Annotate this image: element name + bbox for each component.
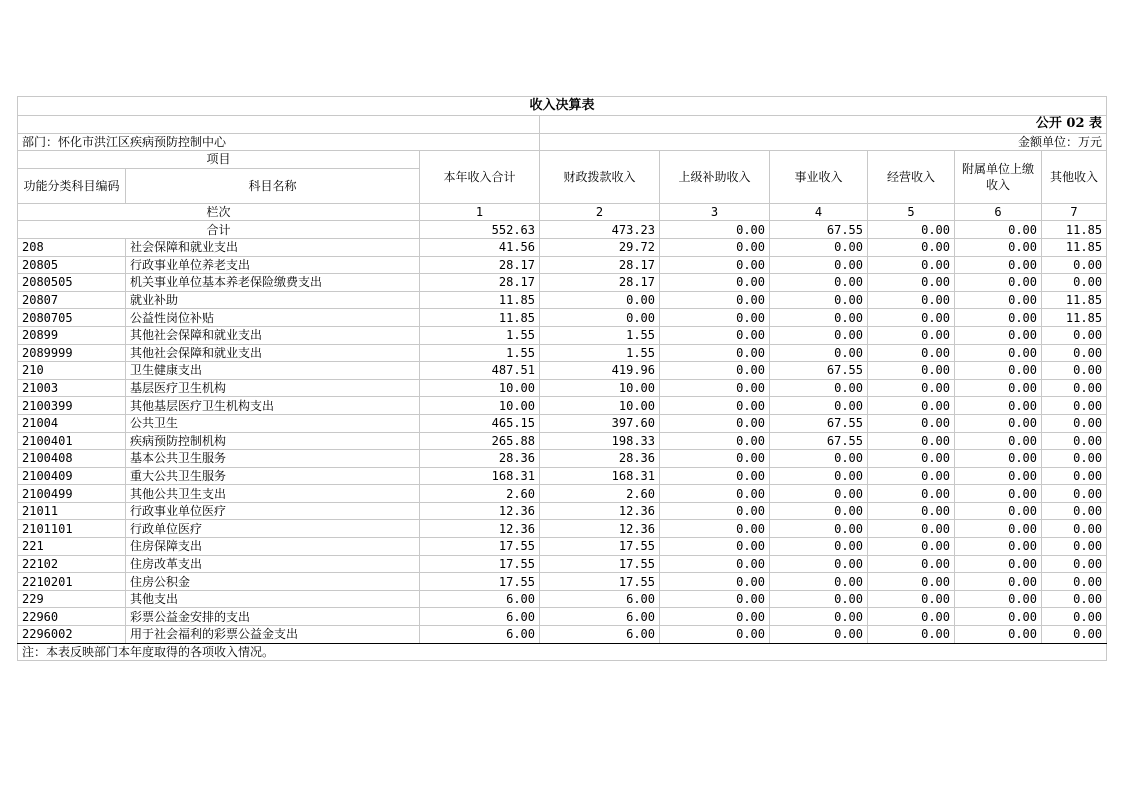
row-value: 17.55 (420, 573, 540, 591)
row-code: 2296002 (18, 626, 126, 644)
row-code: 21011 (18, 502, 126, 520)
row-value: 487.51 (420, 362, 540, 380)
row-name: 基层医疗卫生机构 (126, 379, 420, 397)
row-value: 10.00 (540, 397, 660, 415)
meta-row (18, 133, 1107, 151)
row-value: 0.00 (1042, 274, 1107, 292)
table-row (18, 274, 1107, 292)
row-value: 0.00 (660, 397, 770, 415)
row-value: 2.60 (420, 485, 540, 503)
row-code: 22960 (18, 608, 126, 626)
row-value: 0.00 (868, 362, 955, 380)
row-value: 0.00 (868, 432, 955, 450)
row-value: 0.00 (660, 414, 770, 432)
row-value: 0.00 (1042, 502, 1107, 520)
table-row (18, 379, 1107, 397)
row-value: 0.00 (770, 274, 868, 292)
row-value: 11.85 (420, 309, 540, 327)
row-value: 0.00 (1042, 432, 1107, 450)
row-value: 28.36 (540, 450, 660, 468)
column-index: 4 (770, 203, 868, 221)
row-value: 0.00 (868, 573, 955, 591)
table-row (18, 309, 1107, 327)
form-number: 公开 02 表 (540, 116, 1107, 134)
header-fiscal: 财政拨款收入 (540, 151, 660, 204)
row-name: 基本公共卫生服务 (126, 450, 420, 468)
row-value: 0.00 (868, 626, 955, 644)
table-row (18, 467, 1107, 485)
table-row (18, 485, 1107, 503)
row-code: 2100401 (18, 432, 126, 450)
row-value: 17.55 (540, 573, 660, 591)
column-index: 7 (1042, 203, 1107, 221)
row-value: 6.00 (420, 626, 540, 644)
total-value: 0.00 (660, 221, 770, 239)
table-row (18, 397, 1107, 415)
row-value: 0.00 (770, 450, 868, 468)
row-value: 0.00 (1042, 555, 1107, 573)
row-name: 公共卫生 (126, 414, 420, 432)
header-item: 项目 (18, 151, 420, 169)
row-value: 12.36 (540, 502, 660, 520)
row-value: 11.85 (1042, 309, 1107, 327)
row-value: 0.00 (770, 309, 868, 327)
row-value: 12.36 (420, 502, 540, 520)
row-value: 0.00 (770, 626, 868, 644)
row-value: 0.00 (770, 379, 868, 397)
row-value: 67.55 (770, 432, 868, 450)
header-row-1 (18, 151, 1107, 169)
row-value: 0.00 (868, 397, 955, 415)
row-value: 0.00 (770, 485, 868, 503)
table-row (18, 520, 1107, 538)
row-value: 0.00 (868, 291, 955, 309)
row-value: 0.00 (1042, 326, 1107, 344)
row-value: 28.17 (420, 256, 540, 274)
row-code: 2210201 (18, 573, 126, 591)
row-value: 0.00 (955, 432, 1042, 450)
table-row (18, 450, 1107, 468)
row-name: 机关事业单位基本养老保险缴费支出 (126, 274, 420, 292)
column-index: 6 (955, 203, 1042, 221)
row-name: 公益性岗位补贴 (126, 309, 420, 327)
row-code: 2080505 (18, 274, 126, 292)
row-value: 0.00 (955, 450, 1042, 468)
form-number-row (18, 116, 1107, 134)
row-value: 1.55 (420, 344, 540, 362)
table-row (18, 256, 1107, 274)
row-value: 67.55 (770, 362, 868, 380)
row-value: 0.00 (955, 573, 1042, 591)
row-value: 0.00 (955, 626, 1042, 644)
row-value: 0.00 (868, 520, 955, 538)
row-value: 10.00 (420, 379, 540, 397)
row-value: 0.00 (660, 555, 770, 573)
row-value: 265.88 (420, 432, 540, 450)
row-value: 0.00 (1042, 344, 1107, 362)
row-value: 12.36 (420, 520, 540, 538)
department-label: 部门：怀化市洪江区疾病预防控制中心 (18, 133, 540, 151)
row-value: 41.56 (420, 238, 540, 256)
row-value: 17.55 (540, 538, 660, 556)
row-value: 0.00 (770, 502, 868, 520)
row-value: 168.31 (420, 467, 540, 485)
row-code: 20807 (18, 291, 126, 309)
unit-label: 金额单位：万元 (540, 133, 1107, 151)
column-index: 1 (420, 203, 540, 221)
row-name: 其他支出 (126, 590, 420, 608)
row-value: 0.00 (1042, 573, 1107, 591)
row-value: 0.00 (955, 397, 1042, 415)
row-value: 0.00 (1042, 362, 1107, 380)
row-value: 168.31 (540, 467, 660, 485)
table-row (18, 502, 1107, 520)
row-value: 0.00 (955, 608, 1042, 626)
row-value: 0.00 (868, 450, 955, 468)
header-affiliated: 附属单位上缴收入 (955, 151, 1042, 204)
row-value: 0.00 (868, 467, 955, 485)
row-value: 28.36 (420, 450, 540, 468)
row-value: 0.00 (660, 590, 770, 608)
row-value: 0.00 (955, 485, 1042, 503)
row-value: 0.00 (660, 520, 770, 538)
column-index: 2 (540, 203, 660, 221)
row-value: 0.00 (770, 256, 868, 274)
row-value: 6.00 (420, 608, 540, 626)
row-value: 397.60 (540, 414, 660, 432)
row-value: 0.00 (955, 520, 1042, 538)
row-value: 0.00 (660, 238, 770, 256)
row-value: 0.00 (1042, 608, 1107, 626)
row-value: 0.00 (1042, 590, 1107, 608)
table-row (18, 414, 1107, 432)
row-name: 彩票公益金安排的支出 (126, 608, 420, 626)
row-name: 住房改革支出 (126, 555, 420, 573)
row-value: 0.00 (955, 379, 1042, 397)
row-value: 0.00 (955, 467, 1042, 485)
row-value: 0.00 (868, 274, 955, 292)
row-value: 1.55 (420, 326, 540, 344)
row-name: 住房保障支出 (126, 538, 420, 556)
row-name: 行政事业单位医疗 (126, 502, 420, 520)
total-label: 合计 (18, 221, 420, 239)
row-value: 11.85 (1042, 291, 1107, 309)
row-name: 卫生健康支出 (126, 362, 420, 380)
row-value: 0.00 (868, 256, 955, 274)
row-value: 0.00 (660, 467, 770, 485)
row-value: 28.17 (540, 256, 660, 274)
row-value: 419.96 (540, 362, 660, 380)
total-row (18, 221, 1107, 239)
row-value: 0.00 (660, 309, 770, 327)
total-value: 473.23 (540, 221, 660, 239)
row-value: 0.00 (770, 344, 868, 362)
row-name: 其他公共卫生支出 (126, 485, 420, 503)
row-name: 行政事业单位养老支出 (126, 256, 420, 274)
row-value: 0.00 (868, 485, 955, 503)
row-code: 20899 (18, 326, 126, 344)
row-value: 0.00 (540, 309, 660, 327)
total-value: 552.63 (420, 221, 540, 239)
row-value: 29.72 (540, 238, 660, 256)
row-value: 0.00 (868, 414, 955, 432)
row-value: 0.00 (955, 274, 1042, 292)
row-value: 0.00 (1042, 520, 1107, 538)
row-code: 22102 (18, 555, 126, 573)
row-value: 0.00 (660, 450, 770, 468)
row-value: 0.00 (868, 502, 955, 520)
row-value: 0.00 (1042, 397, 1107, 415)
row-value: 6.00 (540, 590, 660, 608)
row-value: 0.00 (1042, 626, 1107, 644)
row-code: 21003 (18, 379, 126, 397)
row-value: 0.00 (660, 326, 770, 344)
total-value: 11.85 (1042, 221, 1107, 239)
row-value: 0.00 (955, 502, 1042, 520)
row-value: 11.85 (1042, 238, 1107, 256)
row-value: 0.00 (660, 573, 770, 591)
row-value: 0.00 (955, 344, 1042, 362)
row-value: 0.00 (660, 485, 770, 503)
row-value: 0.00 (868, 379, 955, 397)
row-value: 12.36 (540, 520, 660, 538)
row-value: 0.00 (540, 291, 660, 309)
table-row (18, 291, 1107, 309)
row-value: 0.00 (660, 502, 770, 520)
row-value: 198.33 (540, 432, 660, 450)
row-value: 0.00 (660, 362, 770, 380)
row-value: 0.00 (868, 344, 955, 362)
header-operating: 经营收入 (868, 151, 955, 204)
row-code: 210 (18, 362, 126, 380)
row-value: 0.00 (955, 291, 1042, 309)
row-value: 1.55 (540, 326, 660, 344)
row-value: 0.00 (770, 608, 868, 626)
row-code: 2100499 (18, 485, 126, 503)
table-row (18, 326, 1107, 344)
row-value: 0.00 (1042, 379, 1107, 397)
row-name: 用于社会福利的彩票公益金支出 (126, 626, 420, 644)
row-value: 0.00 (868, 590, 955, 608)
row-value: 6.00 (540, 626, 660, 644)
row-value: 17.55 (420, 555, 540, 573)
row-value: 17.55 (420, 538, 540, 556)
row-value: 0.00 (660, 291, 770, 309)
row-value: 0.00 (1042, 414, 1107, 432)
row-value: 0.00 (660, 379, 770, 397)
row-value: 6.00 (420, 590, 540, 608)
row-name: 社会保障和就业支出 (126, 238, 420, 256)
row-value: 0.00 (868, 608, 955, 626)
row-value: 0.00 (868, 309, 955, 327)
table-title: 收入决算表 (18, 97, 1107, 116)
row-value: 0.00 (770, 238, 868, 256)
table-row (18, 538, 1107, 556)
row-name: 就业补助 (126, 291, 420, 309)
row-value: 11.85 (420, 291, 540, 309)
row-value: 0.00 (868, 555, 955, 573)
row-code: 20805 (18, 256, 126, 274)
row-value: 0.00 (955, 256, 1042, 274)
header-business: 事业收入 (770, 151, 868, 204)
row-value: 0.00 (1042, 450, 1107, 468)
row-value: 0.00 (955, 326, 1042, 344)
column-index: 3 (660, 203, 770, 221)
row-value: 0.00 (660, 274, 770, 292)
row-value: 0.00 (770, 590, 868, 608)
header-other: 其他收入 (1042, 151, 1107, 204)
row-value: 0.00 (1042, 256, 1107, 274)
row-value: 0.00 (868, 238, 955, 256)
table-row (18, 608, 1107, 626)
row-value: 0.00 (660, 256, 770, 274)
row-name: 行政单位医疗 (126, 520, 420, 538)
table-row (18, 573, 1107, 591)
table-note: 注：本表反映部门本年度取得的各项收入情况。 (18, 643, 1107, 661)
row-code: 221 (18, 538, 126, 556)
row-value: 0.00 (770, 326, 868, 344)
row-value: 0.00 (770, 467, 868, 485)
row-value: 0.00 (955, 309, 1042, 327)
row-code: 2101101 (18, 520, 126, 538)
total-value: 67.55 (770, 221, 868, 239)
header-name: 科目名称 (126, 168, 420, 203)
title-row (18, 97, 1107, 116)
row-code: 2100408 (18, 450, 126, 468)
row-value: 0.00 (770, 573, 868, 591)
row-value: 0.00 (770, 291, 868, 309)
row-value: 2.60 (540, 485, 660, 503)
note-row (18, 643, 1107, 661)
header-code: 功能分类科目编码 (18, 168, 126, 203)
row-value: 0.00 (660, 538, 770, 556)
income-final-accounts-sheet (17, 96, 1107, 661)
row-value: 6.00 (540, 608, 660, 626)
row-value: 0.00 (660, 432, 770, 450)
row-value: 0.00 (770, 520, 868, 538)
row-value: 0.00 (955, 414, 1042, 432)
header-total: 本年收入合计 (420, 151, 540, 204)
table-row (18, 362, 1107, 380)
income-table (17, 96, 1107, 661)
row-value: 28.17 (540, 274, 660, 292)
row-code: 2080705 (18, 309, 126, 327)
row-name: 重大公共卫生服务 (126, 467, 420, 485)
row-value: 17.55 (540, 555, 660, 573)
blank-cell (18, 116, 540, 134)
row-name: 疾病预防控制机构 (126, 432, 420, 450)
row-value: 10.00 (420, 397, 540, 415)
column-index: 5 (868, 203, 955, 221)
row-code: 208 (18, 238, 126, 256)
row-name: 其他基层医疗卫生机构支出 (126, 397, 420, 415)
row-value: 0.00 (868, 538, 955, 556)
column-index-row (18, 203, 1107, 221)
row-value: 1.55 (540, 344, 660, 362)
row-code: 2100409 (18, 467, 126, 485)
row-value: 0.00 (660, 344, 770, 362)
row-code: 229 (18, 590, 126, 608)
table-row (18, 555, 1107, 573)
table-row (18, 590, 1107, 608)
row-value: 0.00 (770, 555, 868, 573)
row-value: 0.00 (955, 362, 1042, 380)
row-code: 2100399 (18, 397, 126, 415)
row-value: 0.00 (955, 590, 1042, 608)
row-value: 0.00 (770, 538, 868, 556)
row-value: 0.00 (1042, 467, 1107, 485)
row-name: 其他社会保障和就业支出 (126, 326, 420, 344)
row-value: 0.00 (770, 397, 868, 415)
row-value: 0.00 (1042, 485, 1107, 503)
header-upper: 上级补助收入 (660, 151, 770, 204)
row-value: 0.00 (955, 555, 1042, 573)
row-value: 67.55 (770, 414, 868, 432)
row-code: 21004 (18, 414, 126, 432)
total-value: 0.00 (868, 221, 955, 239)
row-name: 住房公积金 (126, 573, 420, 591)
row-value: 10.00 (540, 379, 660, 397)
row-value: 0.00 (660, 608, 770, 626)
column-index-label: 栏次 (18, 203, 420, 221)
table-row (18, 238, 1107, 256)
row-value: 28.17 (420, 274, 540, 292)
table-row (18, 626, 1107, 644)
row-value: 0.00 (955, 538, 1042, 556)
total-value: 0.00 (955, 221, 1042, 239)
row-value: 0.00 (868, 326, 955, 344)
row-value: 0.00 (955, 238, 1042, 256)
table-row (18, 432, 1107, 450)
table-row (18, 344, 1107, 362)
row-value: 465.15 (420, 414, 540, 432)
row-value: 0.00 (660, 626, 770, 644)
row-name: 其他社会保障和就业支出 (126, 344, 420, 362)
row-code: 2089999 (18, 344, 126, 362)
row-value: 0.00 (1042, 538, 1107, 556)
